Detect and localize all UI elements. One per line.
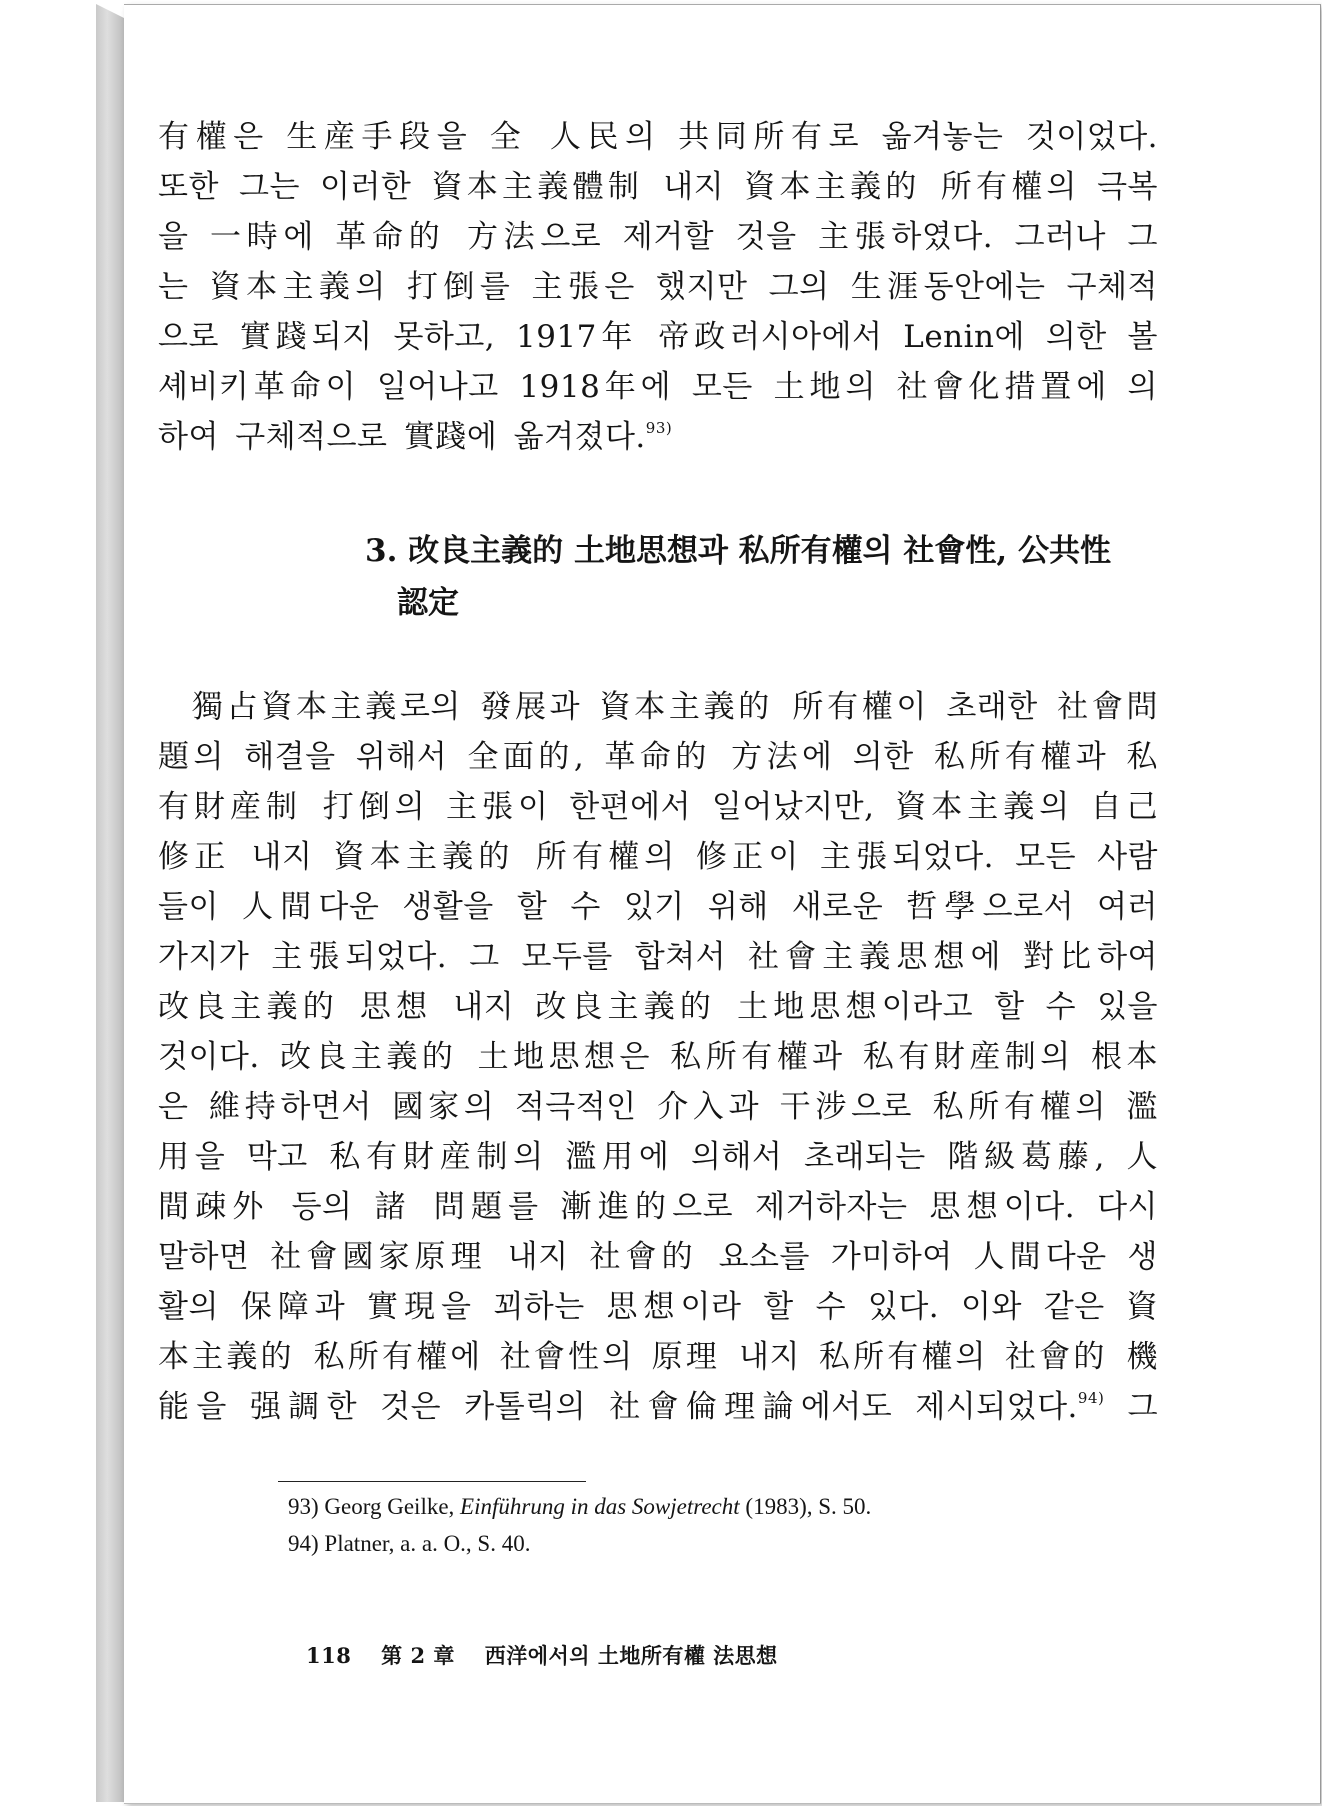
footnote-italic-title: Einführung in das Sowjetrecht [460, 1494, 740, 1519]
p1-line-1: 有權은 生産手段을 全 人民의 共同所有로 옮겨놓는 것이었다. [158, 119, 1158, 155]
section-heading-line-1: 3. 改良主義的 土地思想과 私所有權의 社會性, 公共性 [365, 533, 1112, 569]
section-heading [365, 525, 1165, 629]
p2-line-15 [158, 1382, 1158, 1432]
p1-line-2: 또한 그는 이러한 資本主義體制 내지 資本主義的 所有權의 극복 [158, 169, 1158, 205]
p1-line-4: 는 資本主義의 打倒를 主張은 했지만 그의 生涯동안에는 구체적 [158, 269, 1158, 305]
p2-line-11: 間疎外 등의 諸 問題를 漸進的으로 제거하자는 思想이다. 다시 [158, 1189, 1158, 1225]
page-footer [306, 1640, 1106, 1670]
p2-line-10: 用을 막고 私有財産制의 濫用에 의해서 초래되는 階級葛藤, 人 [158, 1139, 1158, 1175]
footnote-94 [288, 1525, 1088, 1562]
p2-line-2: 題의 해결을 위해서 全面的, 革命的 方法에 의한 私所有權과 私 [158, 739, 1158, 775]
p2-line-1: 獨占資本主義로의 發展과 資本主義的 所有權이 초래한 社會問 [192, 689, 1158, 725]
chapter-title: 西洋에서의 土地所有權 法思想 [484, 1643, 778, 1668]
p1-line-3: 을 一時에 革命的 方法으로 제거할 것을 主張하였다. 그러나 그 [158, 219, 1158, 255]
p2-line-6: 가지가 主張되었다. 그 모두를 합쳐서 社會主義思想에 對比하여 [158, 939, 1158, 975]
p1-line-7-text: 하여 구체적으로 實踐에 옮겨졌다. [158, 419, 646, 455]
footnote-text-tail: (1983), S. 50. [739, 1494, 872, 1519]
footnote-divider [278, 1481, 586, 1482]
footnote-text: Platner, a. a. O., S. 40. [324, 1531, 531, 1556]
p2-line-9: 은 維持하면서 國家의 적극적인 介入과 干涉으로 私所有權의 濫 [158, 1089, 1158, 1125]
p2-line-5: 들이 人間다운 생활을 할 수 있기 위해 새로운 哲學으로서 여러 [158, 889, 1158, 925]
chapter-label: 第 2 章 [381, 1643, 455, 1668]
footnote-number: 94) [288, 1531, 319, 1556]
p2-line-7: 改良主義的 思想 내지 改良主義的 土地思想이라고 할 수 있을 [158, 989, 1158, 1025]
footnote-number: 93) [288, 1494, 319, 1519]
footnotes [288, 1488, 1088, 1562]
paragraph-2 [158, 682, 1158, 1432]
p1-line-5: 으로 實踐되지 못하고, 1917年 帝政러시아에서 Lenin에 의한 볼 [158, 319, 1158, 355]
p2-line-15-text: 能을 强調한 것은 카톨릭의 社會倫理論에서도 제시되었다. [158, 1389, 1078, 1425]
p2-line-13: 활의 保障과 實現을 꾀하는 思想이라 할 수 있다. 이와 같은 資 [158, 1289, 1158, 1325]
p2-line-4: 修正 내지 資本主義的 所有權의 修正이 主張되었다. 모든 사람 [158, 839, 1158, 875]
footnote-93 [288, 1488, 1088, 1525]
paragraph-1 [158, 112, 1158, 462]
section-heading-line-2: 認定 [397, 585, 459, 621]
page-number: 118 [306, 1643, 352, 1668]
book-spine [96, 4, 124, 1802]
footnote-text: Georg Geilke, [324, 1494, 461, 1519]
p1-line-7 [158, 412, 1158, 462]
p2-line-15-tail: 그 [1127, 1389, 1159, 1425]
p1-line-6: 셰비키革命이 일어나고 1918年에 모든 土地의 社會化措置에 의 [158, 369, 1158, 405]
spine-corner [96, 4, 124, 18]
p2-line-12: 말하면 社會國家原理 내지 社會的 요소를 가미하여 人間다운 생 [158, 1239, 1158, 1275]
p2-line-8: 것이다. 改良主義的 土地思想은 私所有權과 私有財産制의 根本 [158, 1039, 1158, 1075]
footnote-ref-93: 93) [645, 419, 673, 437]
footnote-ref-94: 94) [1077, 1389, 1105, 1407]
p2-line-3: 有財産制 打倒의 主張이 한편에서 일어났지만, 資本主義의 自己 [158, 789, 1158, 825]
p2-line-14: 本主義的 私所有權에 社會性의 原理 내지 私所有權의 社會的 機 [158, 1339, 1158, 1375]
